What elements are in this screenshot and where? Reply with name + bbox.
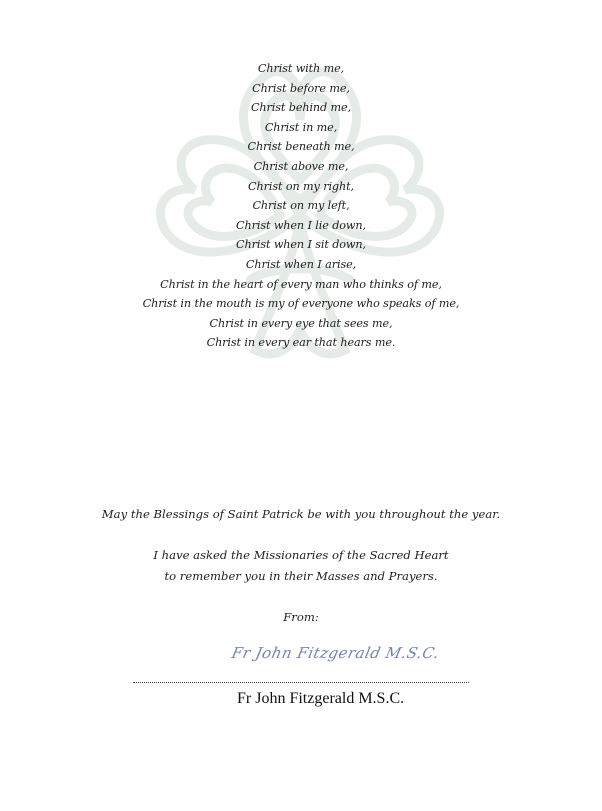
printed-signatory-name: Fr John Fitzgerald M.S.C. bbox=[237, 690, 405, 707]
handwritten-signature: Fr John Fitzgerald M.S.C. bbox=[230, 644, 442, 662]
poem-line: Christ with me, bbox=[257, 62, 345, 75]
poem-line: Christ when I arise, bbox=[245, 257, 357, 271]
signature-dotted-line bbox=[133, 682, 469, 683]
blessing-text: May the Blessings of Saint Patrick be with you throughout the year. bbox=[101, 507, 501, 521]
poem-block bbox=[0, 59, 602, 353]
poem-line: Christ before me, bbox=[252, 81, 350, 95]
poem-line: Christ in the heart of every man who thinks of me, bbox=[160, 277, 442, 291]
poem-line: Christ beneath me, bbox=[247, 140, 355, 154]
poem-line: Christ in every eye that sees me, bbox=[209, 316, 393, 330]
prayer-request-line-1: I have asked the Missionaries of the Sacred Heart bbox=[153, 548, 449, 562]
poem-line: Christ on my right, bbox=[248, 179, 354, 193]
from-label: From: bbox=[283, 610, 319, 624]
poem-line: Christ in the mouth is my of everyone who speaks of me, bbox=[142, 297, 460, 311]
poem-line: Christ in every ear that hears me. bbox=[206, 336, 396, 350]
poem-line: Christ behind me, bbox=[250, 101, 352, 115]
poem-line: Christ on my left, bbox=[252, 199, 350, 213]
prayer-request-text bbox=[0, 545, 602, 587]
poem-line: Christ when I sit down, bbox=[236, 238, 366, 252]
prayer-request-line-2: to remember you in their Masses and Prayers. bbox=[164, 569, 438, 583]
poem-line: Christ above me, bbox=[253, 159, 349, 173]
poem-line: Christ when I lie down, bbox=[236, 218, 366, 232]
poem-line: Christ in me, bbox=[264, 120, 338, 134]
